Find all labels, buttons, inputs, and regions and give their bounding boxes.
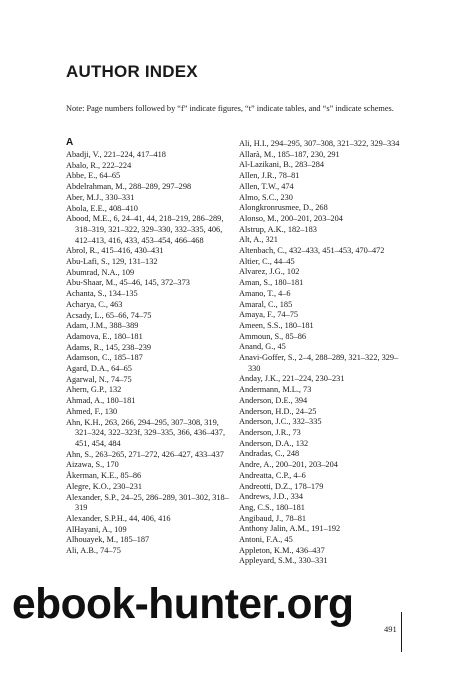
index-entry: Amaral, C., 185 — [239, 299, 293, 309]
index-entry: Almo, S.C., 230 — [239, 192, 293, 202]
right-entry-list — [239, 139, 405, 567]
index-entry: Abalo, R., 222–224 — [66, 160, 132, 170]
index-entry: Ahn, S., 263–265, 271–272, 426–427, 433–437 — [66, 449, 224, 459]
index-entry: Anderson, D.E., 394 — [239, 395, 308, 405]
index-entry: Andradas, C., 248 — [239, 449, 300, 459]
index-entry: Andreotti, D.Z., 178–179 — [239, 481, 324, 491]
index-entry: Andreatta, C.P., 4–6 — [239, 470, 306, 480]
index-entry: Alongkronrusmee, D., 268 — [239, 203, 328, 213]
index-entry: Alhouayek, M., 185–187 — [66, 535, 150, 545]
index-entry: Alvarez, J.G., 102 — [239, 267, 300, 277]
index-entry: Acharya, C., 463 — [66, 299, 123, 309]
index-entry: Anderson, J.R., 73 — [239, 427, 301, 437]
index-entry: Ang, C.S., 180–181 — [239, 502, 305, 512]
index-entry: Abadji, V., 221–224, 417–418 — [66, 150, 166, 159]
left-entry-list — [66, 150, 232, 557]
index-entry: Abumrad, N.A., 109 — [66, 267, 135, 277]
index-entry: Acsady, L., 65–66, 74–75 — [66, 310, 152, 320]
index-entry: Adamova, E., 180–181 — [66, 331, 143, 341]
index-entry: Aizawa, S., 170 — [66, 460, 119, 470]
index-entry: Anthony Jalin, A.M., 191–192 — [239, 524, 341, 534]
index-entry: Alonso, M., 200–201, 203–204 — [239, 213, 343, 223]
index-entry: Aber, M.J., 330–331 — [66, 192, 135, 202]
index-entry: Adams, R., 145, 238–239 — [66, 342, 152, 352]
page-title: AUTHOR INDEX — [66, 62, 198, 81]
index-entry: Åkerman, K.E., 85–86 — [66, 471, 142, 481]
index-entry: Ali, H.I., 294–295, 307–308, 321–322, 329–334 — [239, 139, 400, 148]
index-entry: Ammoun, S., 85–86 — [239, 331, 307, 341]
index-entry: Anderson, H.D., 24–25 — [239, 406, 317, 416]
index-entry: Amano, T., 4–6 — [239, 288, 291, 298]
index-entry: Ahn, K.H., 263, 266, 294–295, 307–308, 319, 321–324, 322–323f, 329–335, 366, 436–437, 451, 454, 484 — [66, 417, 226, 448]
index-entry: Alt, A., 321 — [239, 235, 278, 245]
index-entry: Antoni, F.A., 45 — [239, 535, 293, 545]
index-entry: Ahmad, A., 180–181 — [66, 396, 136, 406]
index-entry: Abbe, E., 64–65 — [66, 171, 121, 181]
index-entry: Abu-Shaar, M., 45–46, 145, 372–373 — [66, 278, 190, 288]
index-entry: Abdelrahman, M., 288–289, 297–298 — [66, 182, 192, 192]
index-entry: Agard, D.A., 64–65 — [66, 364, 132, 374]
index-entry: Adamson, C., 185–187 — [66, 353, 143, 363]
page-number: 491 — [384, 624, 397, 634]
watermark-text: ebook-hunter.org — [12, 581, 354, 628]
index-column-right — [239, 139, 405, 567]
index-entry: Amaya, F., 74–75 — [239, 310, 299, 320]
index-entry: Agarwal, N., 74–75 — [66, 374, 132, 384]
index-entry: Andrews, J.D., 334 — [239, 492, 304, 502]
index-column-left — [66, 137, 232, 557]
index-entry: Allen, J.R., 78–81 — [239, 171, 300, 181]
index-entry: Angibaud, J., 78–81 — [239, 513, 307, 523]
index-note: Note: Page numbers followed by “f” indicate figures, “t” indicate tables, and “s” indicate schemes. — [66, 104, 394, 113]
index-entry: Appleton, K.M., 436–437 — [239, 545, 325, 555]
index-entry: AlHayani, A., 109 — [66, 524, 127, 534]
index-entry: Andermann, M.L., 73 — [239, 385, 312, 395]
index-entry: Achanta, S., 134–135 — [66, 289, 138, 299]
index-entry: Andre, A., 200–201, 203–204 — [239, 460, 338, 470]
index-entry: Alexander, S.P.H., 44, 406, 416 — [66, 513, 171, 523]
index-entry: Anand, G., 45 — [239, 342, 286, 352]
index-entry: Abrol, R., 415–416, 430–431 — [66, 246, 164, 256]
index-entry: Abood, M.E., 6, 24–41, 44, 218–219, 286–289, 318–319, 321–322, 329–330, 332–335, 406, 412–413, 416, 433, 453–454, 466–468 — [66, 214, 224, 245]
index-entry: Abola, E.E., 408–410 — [66, 203, 138, 213]
index-entry: Ali, A.B., 74–75 — [66, 546, 121, 556]
index-entry: Ahmed, F., 130 — [66, 406, 118, 416]
index-entry: Alexander, S.P., 24–25, 286–289, 301–302, 318–319 — [66, 492, 229, 513]
index-entry: Anday, J.K., 221–224, 230–231 — [239, 374, 345, 384]
index-entry: Altier, C., 44–45 — [239, 256, 295, 266]
index-entry: Ahern, G.P., 132 — [66, 385, 122, 395]
index-entry: Anderson, D.A., 132 — [239, 438, 309, 448]
index-entry: Allen, T.W., 474 — [239, 181, 294, 191]
index-entry: Ameen, S.S., 180–181 — [239, 320, 314, 330]
index-entry: Adam, J.M., 388–389 — [66, 321, 139, 331]
index-entry: Anderson, J.C., 332–335 — [239, 417, 322, 427]
index-entry: Altenbach, C., 432–433, 451–453, 470–472 — [239, 246, 385, 256]
index-entry: Allarà, M., 185–187, 230, 291 — [239, 149, 340, 159]
section-letter: A — [66, 137, 74, 148]
index-entry: Abu-Lafi, S., 129, 131–132 — [66, 257, 158, 267]
index-entry: Aman, S., 180–181 — [239, 278, 304, 288]
index-entry: Al-Lazikani, B., 283–284 — [239, 160, 325, 170]
index-entry: Anavi-Goffer, S., 2–4, 288–289, 321–322, 329–330 — [239, 353, 399, 373]
index-entry: Appleyard, S.M., 330–331 — [239, 556, 328, 566]
index-entry: Alstrup, A.K., 182–183 — [239, 224, 317, 234]
index-entry: Alegre, K.O., 230–231 — [66, 481, 143, 491]
